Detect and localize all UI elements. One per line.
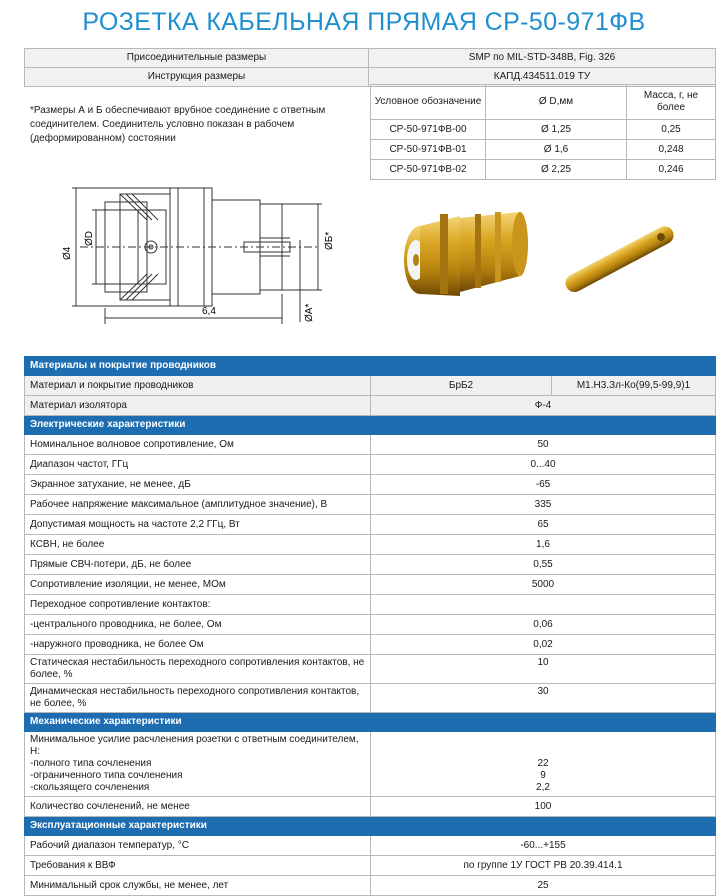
variant-cell: 0,25 [627, 120, 716, 140]
spec-label: Минимальное усилие расчленения розетки с ответным соединителем, Н: -полного типа сочленения -ограниченного типа сочленения -скользящего сочленения [25, 732, 371, 797]
connection-label: Присоединительные размеры [25, 49, 369, 68]
diameter-4-label: Ø4 [62, 246, 73, 260]
spec-row [25, 684, 716, 713]
spec-label: Материал и покрытие проводников [25, 376, 371, 396]
spec-value: 5000 [371, 575, 716, 595]
spec-row [25, 555, 716, 575]
variant-cell: Ø 1,25 [486, 120, 627, 140]
section-header [25, 416, 716, 435]
spec-value: 0...40 [371, 455, 716, 475]
variant-row [371, 120, 716, 140]
spec-value: БрБ2 [371, 376, 552, 396]
spec-row [25, 655, 716, 684]
spec-row [25, 376, 716, 396]
spec-label: Сопротивление изоляции, не менее, МОм [25, 575, 371, 595]
product-photo [380, 200, 690, 310]
spec-row [25, 595, 716, 615]
connector-drawing [60, 180, 350, 330]
variant-cell: СР-50-971ФВ-02 [371, 160, 486, 180]
spec-row [25, 615, 716, 635]
spec-label: Динамическая нестабильность переходного сопротивления контактов, не более, % [25, 684, 371, 713]
section-title: Электрические характеристики [25, 416, 716, 435]
variants-header-mass: Масса, г, не более [627, 85, 716, 120]
instruction-label: Инструкция размеры [25, 68, 369, 87]
connection-value: SMP по MIL-STD-348B, Fig. 326 [369, 49, 716, 68]
spec-label: Рабочий диапазон температур, °С [25, 836, 371, 856]
spec-value: -60...+155 [371, 836, 716, 856]
spec-label: -наружного проводника, не более Ом [25, 635, 371, 655]
spec-row [25, 797, 716, 817]
spec-label: Номинальное волновое сопротивление, Ом [25, 435, 371, 455]
spec-value: 30 [371, 684, 716, 713]
section-title: Эксплуатационные характеристики [25, 817, 716, 836]
spec-value: по группе 1У ГОСТ РВ 20.39.414.1 [371, 856, 716, 876]
spec-value: 100 [371, 797, 716, 817]
spec-row [25, 836, 716, 856]
spec-value: 10 [371, 655, 716, 684]
spec-row [25, 455, 716, 475]
spec-label: Диапазон частот, ГГц [25, 455, 371, 475]
spec-value: 1,6 [371, 535, 716, 555]
spec-label: Количество сочленений, не менее [25, 797, 371, 817]
spec-label: Рабочее напряжение максимальное (амплитудное значение), В [25, 495, 371, 515]
spec-label: Экранное затухание, не менее, дБ [25, 475, 371, 495]
spec-label: Переходное сопротивление контактов: [25, 595, 371, 615]
spec-label: Материал изолятора [25, 396, 371, 416]
variants-header-diameter: Ø D,мм [486, 85, 627, 120]
spec-value: 50 [371, 435, 716, 455]
spec-value: 0,55 [371, 555, 716, 575]
connector-body-image [404, 212, 528, 296]
variant-cell: 0,246 [627, 160, 716, 180]
variant-cell: 0,248 [627, 140, 716, 160]
section-header [25, 357, 716, 376]
spec-row [25, 635, 716, 655]
spec-value: М1.Н3.Зл-Ко(99,5-99,9)1 [552, 376, 716, 396]
length-label: 6,4 [202, 306, 216, 317]
spec-label: Требования к ВВФ [25, 856, 371, 876]
section-title: Материалы и покрытие проводников [25, 357, 716, 376]
spec-value: 335 [371, 495, 716, 515]
spec-value: 22 9 2,2 [371, 732, 716, 797]
diameter-a-label: ØА* [304, 303, 315, 322]
spec-value: 0,02 [371, 635, 716, 655]
specs-table [24, 356, 716, 896]
variant-cell: СР-50-971ФВ-01 [371, 140, 486, 160]
variants-header-designation: Условное обозначение [371, 85, 486, 120]
spec-row [25, 396, 716, 416]
section-title: Механические характеристики [25, 713, 716, 732]
spec-row [25, 495, 716, 515]
page-title: РОЗЕТКА КАБЕЛЬНАЯ ПРЯМАЯ СР-50-971ФВ [82, 8, 646, 36]
variant-cell: Ø 1,6 [486, 140, 627, 160]
spec-label: Статическая нестабильность переходного сопротивления контактов, не более, % [25, 655, 371, 684]
spec-label: Прямые СВЧ-потери, дБ, не более [25, 555, 371, 575]
spec-row [25, 575, 716, 595]
section-header [25, 817, 716, 836]
spec-row [25, 856, 716, 876]
spec-row [25, 732, 716, 797]
spec-row [25, 435, 716, 455]
spec-value: -65 [371, 475, 716, 495]
spec-label: КСВН, не более [25, 535, 371, 555]
spec-label: Допустимая мощность на частоте 2,2 ГГц, Вт [25, 515, 371, 535]
spec-row [25, 475, 716, 495]
connection-table [24, 48, 716, 87]
diameter-b-label: ØБ* [324, 231, 335, 250]
variants-table [370, 84, 716, 180]
spec-value: 25 [371, 876, 716, 896]
variant-cell: Ø 2,25 [486, 160, 627, 180]
spec-label: Минимальный срок службы, не менее, лет [25, 876, 371, 896]
spec-row [25, 535, 716, 555]
section-header [25, 713, 716, 732]
spec-label: -центрального проводника, не более, Ом [25, 615, 371, 635]
spec-value [371, 595, 716, 615]
spec-value: Ф-4 [371, 396, 716, 416]
variant-row [371, 140, 716, 160]
pin-contact-image [562, 223, 676, 295]
spec-value: 0,06 [371, 615, 716, 635]
variant-cell: СР-50-971ФВ-00 [371, 120, 486, 140]
spec-row [25, 515, 716, 535]
variant-row [371, 160, 716, 180]
dimensions-note: *Размеры А и Б обеспечивают врубное соединение с ответным соединителем. Соединитель условно показан в рабочем (деформированном) состоянии [30, 105, 326, 144]
diameter-d-label: ØD [84, 231, 95, 246]
instruction-value: КАПД.434511.019 ТУ [369, 68, 716, 87]
spec-value: 65 [371, 515, 716, 535]
spec-row [25, 876, 716, 896]
